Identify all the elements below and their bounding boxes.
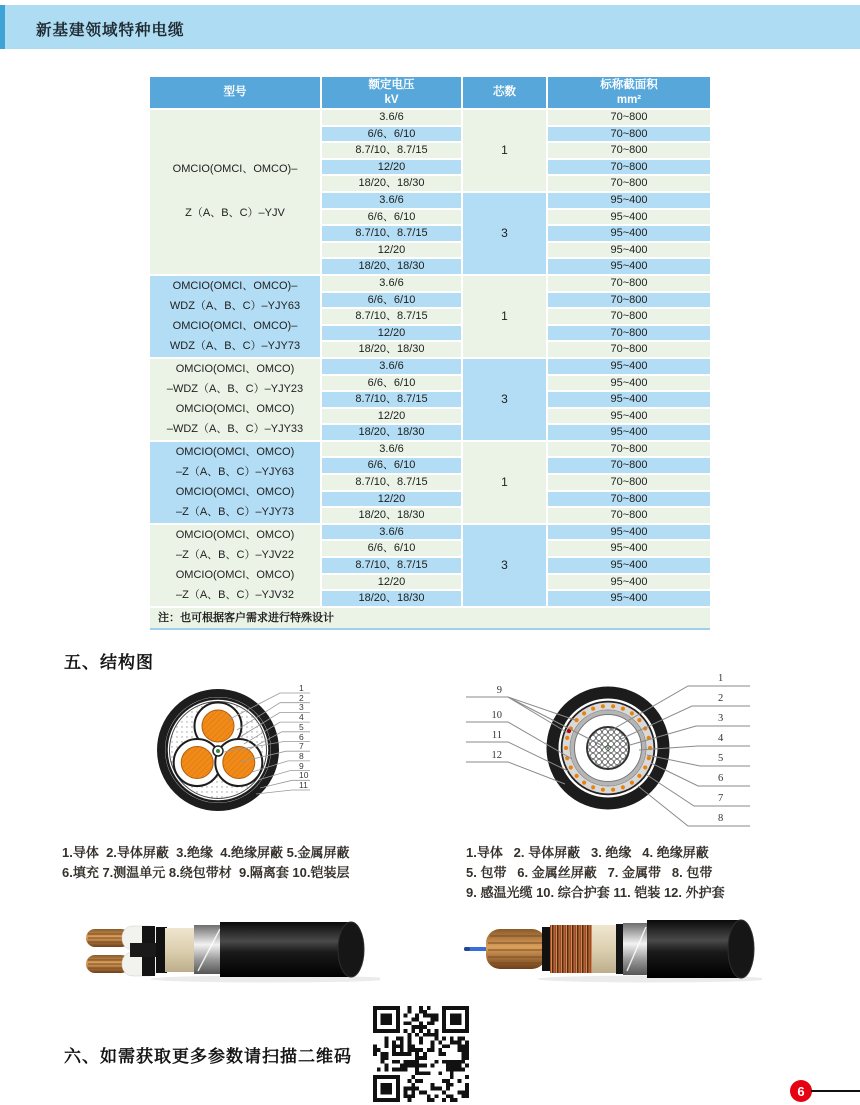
voltage-cell: 8.7/10、8.7/15	[322, 226, 461, 241]
section-cell: 70~800	[548, 176, 710, 191]
diagram-right-label: 2	[718, 693, 724, 704]
table-row	[150, 276, 710, 291]
table-row	[150, 359, 710, 374]
page-number-badge: 6	[790, 1080, 812, 1102]
legend-3core-line1: 1.导体 2.导体屏蔽 3.绝缘 4.绝缘屏蔽 5.金属屏蔽	[62, 845, 350, 860]
section-cell: 95~400	[548, 575, 710, 590]
section-cell: 70~800	[548, 160, 710, 175]
page-title: 新基建领域特种电缆	[36, 22, 185, 39]
section-cell: 70~800	[548, 143, 710, 158]
cores-cell: 3	[463, 359, 546, 440]
voltage-cell: 6/6、6/10	[322, 541, 461, 556]
model-cell: OMCIO(OMCI、OMCO) –Z（A、B、C）–YJV22 OMCIO(OMCI、OMCO) –Z（A、B、C）–YJV32	[150, 525, 320, 606]
model-cell: OMCIO(OMCI、OMCO)– Z（A、B、C）–YJV	[150, 110, 320, 274]
diagram-right-label: 7	[718, 793, 724, 804]
voltage-cell: 12/20	[322, 492, 461, 507]
diagram-left-label: 9	[299, 760, 304, 771]
section-cell: 95~400	[548, 210, 710, 225]
diagram-right-label: 9	[496, 685, 502, 696]
section-cell: 70~800	[548, 276, 710, 291]
voltage-cell: 3.6/6	[322, 442, 461, 457]
diagram-right-label: 11	[491, 730, 502, 741]
section-cell: 95~400	[548, 259, 710, 274]
voltage-cell: 12/20	[322, 326, 461, 341]
section-cell: 95~400	[548, 409, 710, 424]
section-cell: 95~400	[548, 541, 710, 556]
legend-1core	[466, 843, 725, 903]
cores-cell: 1	[463, 442, 546, 523]
model-cell: OMCIO(OMCI、OMCO) –WDZ（A、B、C）–YJY23 OMCIO(OMCI、OMCO) –WDZ（A、B、C）–YJY33	[150, 359, 320, 440]
qr-code	[373, 1006, 469, 1102]
table-row	[150, 442, 710, 457]
section-cell: 95~400	[548, 376, 710, 391]
section-cell: 95~400	[548, 392, 710, 407]
section-cell: 70~800	[548, 293, 710, 308]
voltage-cell: 12/20	[322, 409, 461, 424]
voltage-cell: 18/20、18/30	[322, 342, 461, 357]
table-header-row	[150, 77, 710, 108]
diagram-left-label: 2	[299, 692, 304, 703]
diagram-left-label: 11	[299, 780, 308, 790]
section-cell: 95~400	[548, 359, 710, 374]
diagram-right-label: 6	[718, 773, 724, 784]
voltage-cell: 8.7/10、8.7/15	[322, 309, 461, 324]
cable-cross-section-1core-diagram	[458, 663, 758, 835]
diagram-left-label: 6	[299, 731, 304, 742]
diagram-left-label: 7	[299, 741, 304, 752]
header-accent	[0, 5, 5, 49]
voltage-cell: 3.6/6	[322, 525, 461, 540]
section-cell: 70~800	[548, 458, 710, 473]
cores-cell: 3	[463, 193, 546, 274]
diagram-left-label: 1	[299, 683, 304, 693]
diagram-right-label: 4	[718, 733, 724, 744]
voltage-cell: 6/6、6/10	[322, 127, 461, 142]
voltage-cell: 6/6、6/10	[322, 293, 461, 308]
col-header-model: 型号	[150, 77, 320, 108]
diagram-left-label: 10	[299, 770, 309, 781]
model-cell: OMCIO(OMCI、OMCO) –Z（A、B、C）–YJY63 OMCIO(OMCI、OMCO) –Z（A、B、C）–YJY73	[150, 442, 320, 523]
diagram-right-label: 12	[491, 750, 502, 761]
diagram-right-label: 8	[718, 813, 724, 824]
section-cell: 70~800	[548, 508, 710, 523]
diagram-left-label: 5	[299, 721, 304, 732]
cable-cross-section-1core-art	[458, 663, 758, 835]
section-cell: 70~800	[548, 492, 710, 507]
voltage-cell: 12/20	[322, 575, 461, 590]
voltage-cell: 18/20、18/30	[322, 259, 461, 274]
voltage-cell: 12/20	[322, 243, 461, 258]
section-cell: 95~400	[548, 525, 710, 540]
section-cell: 70~800	[548, 475, 710, 490]
cores-cell: 1	[463, 110, 546, 191]
diagram-left-label: 4	[299, 712, 304, 723]
section-cell: 70~800	[548, 342, 710, 357]
section-cell: 95~400	[548, 226, 710, 241]
col-header-voltage: 额定电压 kV	[322, 77, 461, 108]
model-cell: OMCIO(OMCI、OMCO)– WDZ（A、B、C）–YJY63 OMCIO(OMCI、OMCO)– WDZ（A、B、C）–YJY73	[150, 276, 320, 357]
section-cell: 70~800	[548, 442, 710, 457]
table-row	[150, 110, 710, 125]
section-cell: 95~400	[548, 558, 710, 573]
legend-1core-line3: 9. 感温光缆 10. 综合护套 11. 铠装 12. 外护套	[466, 885, 725, 900]
voltage-cell: 18/20、18/30	[322, 176, 461, 191]
cores-cell: 1	[463, 276, 546, 357]
voltage-cell: 8.7/10、8.7/15	[322, 558, 461, 573]
section-cell: 70~800	[548, 127, 710, 142]
legend-1core-line2: 5. 包带 6. 金属丝屏蔽 7. 金属带 8. 包带	[466, 865, 713, 880]
section-cell: 95~400	[548, 591, 710, 606]
diagram-left-label: 8	[299, 750, 304, 761]
diagram-right-label: 1	[718, 673, 724, 684]
voltage-cell: 8.7/10、8.7/15	[322, 143, 461, 158]
cable-cross-section-3core-diagram	[140, 680, 340, 825]
cores-cell: 3	[463, 525, 546, 606]
diagram-right-label: 10	[491, 710, 502, 721]
voltage-cell: 6/6、6/10	[322, 458, 461, 473]
section-title-structure: 五、结构图	[64, 653, 154, 672]
voltage-cell: 18/20、18/30	[322, 425, 461, 440]
diagram-right-label: 3	[718, 713, 724, 724]
voltage-cell: 3.6/6	[322, 110, 461, 125]
section-cell: 70~800	[548, 309, 710, 324]
table-note: 注：也可根据客户需求进行特殊设计	[150, 608, 710, 630]
page-number-rule	[811, 1090, 860, 1092]
legend-3core-line2: 6.填充 7.测温单元 8.绕包带材 9.隔离套 10.铠装层	[62, 865, 350, 880]
legend-3core	[62, 843, 350, 883]
cable-cross-section-3core-art	[140, 680, 340, 825]
diagram-right-label: 5	[718, 753, 724, 764]
voltage-cell: 8.7/10、8.7/15	[322, 475, 461, 490]
voltage-cell: 18/20、18/30	[322, 591, 461, 606]
section-cell: 95~400	[548, 193, 710, 208]
voltage-cell: 3.6/6	[322, 359, 461, 374]
section-cell: 95~400	[548, 425, 710, 440]
col-header-section: 标称截面积 mm²	[548, 77, 710, 108]
voltage-cell: 12/20	[322, 160, 461, 175]
section-cell: 95~400	[548, 243, 710, 258]
section-title-qr: 六、如需获取更多参数请扫描二维码	[64, 1047, 352, 1066]
voltage-cell: 6/6、6/10	[322, 376, 461, 391]
table-note-row	[150, 608, 710, 630]
voltage-cell: 3.6/6	[322, 276, 461, 291]
voltage-cell: 3.6/6	[322, 193, 461, 208]
voltage-cell: 6/6、6/10	[322, 210, 461, 225]
page-header-bar	[0, 5, 860, 49]
cable-photo-3core	[70, 913, 380, 988]
voltage-cell: 8.7/10、8.7/15	[322, 392, 461, 407]
table-row	[150, 525, 710, 540]
spec-table	[148, 75, 712, 632]
voltage-cell: 18/20、18/30	[322, 508, 461, 523]
legend-1core-line1: 1.导体 2. 导体屏蔽 3. 绝缘 4. 绝缘屏蔽	[466, 845, 709, 860]
col-header-cores: 芯数	[463, 77, 546, 108]
section-cell: 70~800	[548, 326, 710, 341]
section-cell: 70~800	[548, 110, 710, 125]
cable-photo-1core	[462, 913, 762, 988]
diagram-left-label: 3	[299, 702, 304, 713]
